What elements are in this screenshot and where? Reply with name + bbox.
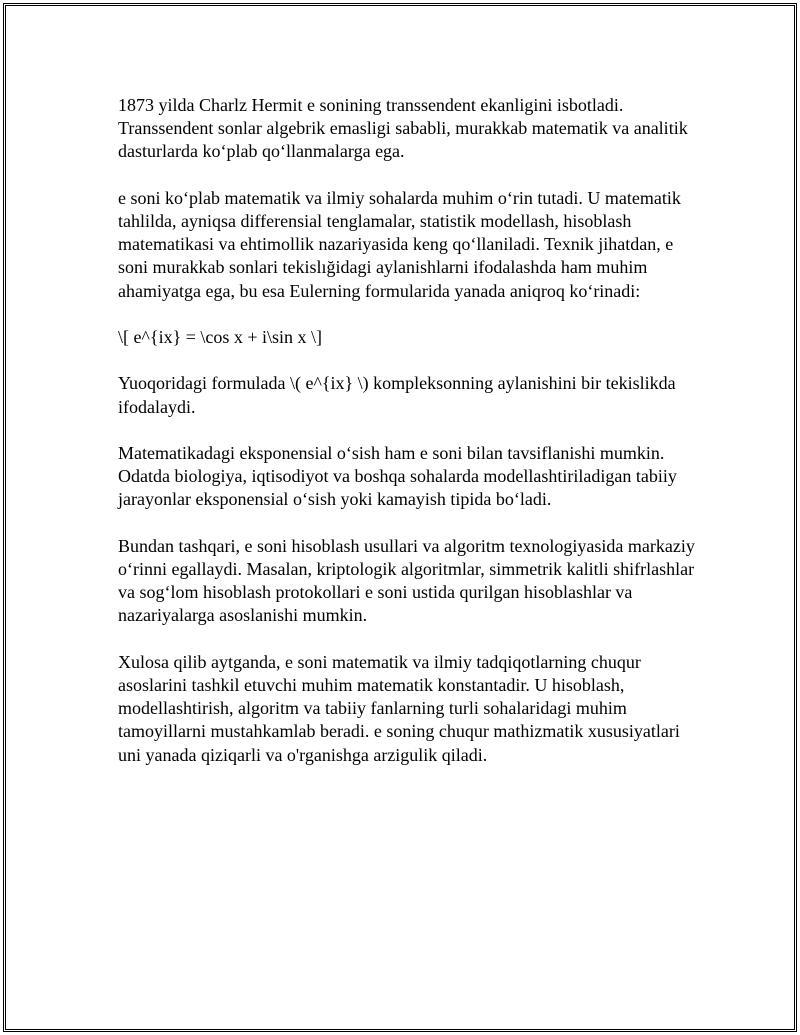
paragraph-applications: e soni koʻplab matematik va ilmiy sohalarda muhim oʻrin tutadi. U matematik tahlilda, ayniqsa differensial tenglamalar, statistik modellash, hisoblash matematikasi va ehtimollik nazariyasida keng qoʻllaniladi. Texnik jihatdan, e soni murakkab sonlari tekislığidagi aylanishlarni ifodalashda ham muhim ahamiyatga ega, bu esa Eulerning formularida yanada aniqroq koʻrinadi:	[118, 187, 681, 301]
paragraph-formula-explanation: Yuoqoridagi formulada \( e^{ix} \) kompleksonning aylanishini bir tekislikda ifodalaydi.	[118, 373, 676, 417]
paragraph-euler-formula: \[ e^{ix} = \cos x + i\sin x \]	[118, 327, 323, 347]
paragraph-exponential-growth: Matematikadagi eksponensial oʻsish ham e soni bilan tavsiflanishi mumkin. Odatda biologiya, iqtisodiyot va boshqa sohalarda modellashtiriladigan tabiiy jarayonlar eksponensial oʻsish yoki kamayish tipida boʻladi.	[118, 442, 677, 510]
document-body	[118, 94, 698, 790]
paragraph-algorithms: Bundan tashqari, e soni hisoblash usullari va algoritm texnologiyasida markaziy oʻrinni egallaydi. Masalan, kriptologik algoritmlar, simmetrik kalitli shifrlashlar va sogʻlom hisoblash protokollari e soni ustida qurilgan hisoblashlar va nazariyalarga asoslanishi mumkin.	[118, 535, 695, 626]
paragraph-hermite: 1873 yilda Charlz Hermit e sonining transsendent ekanligini isbotladi. Transsendent sonlar algebrik emasligi sababli, murakkab matematik va analitik dasturlarda koʻplab qoʻllanmalarga ega.	[118, 95, 688, 162]
paragraph-conclusion: Xulosa qilib aytganda, e soni matematik va ilmiy tadqiqotlarning chuqur asoslarini tashkil etuvchi muhim matematik konstantadir. U hisoblash, modellashtirish, algoritm va tabiiy fanlarning turli sohalaridagi muhim tamoyillarni mustahkamlab beradi. e soning chuqur mathizmatik xususiyatlari uni yanada qiziqarli va o'rganishga arzigulik qiladi.	[118, 651, 680, 765]
